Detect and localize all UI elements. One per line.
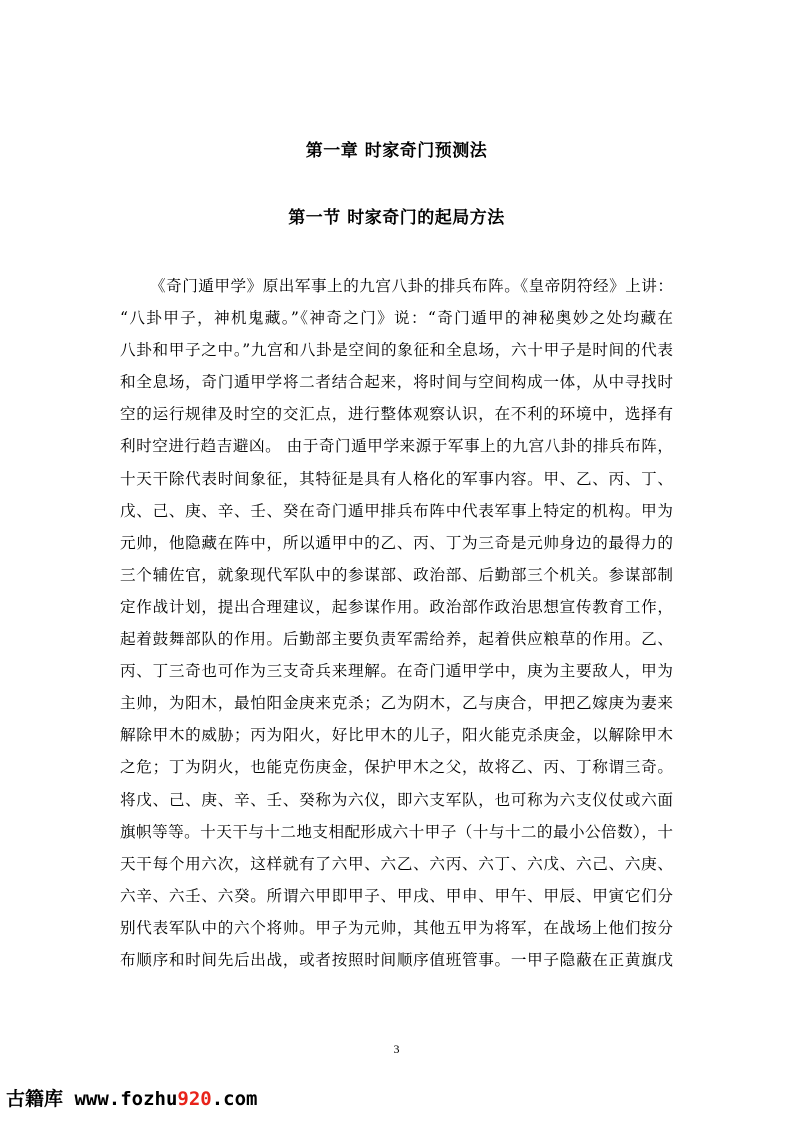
text-line: 将戊、己、庚、辛、壬、癸称为六仪，即六支军队，也可称为六支仪仗或六面 xyxy=(120,790,673,809)
text-line: 起着鼓舞部队的作用。后勤部主要负责军需给养，起着供应粮草的作用。乙、 xyxy=(120,630,673,649)
body-paragraph xyxy=(120,270,673,976)
watermark-prefix: 古籍库 www.fozhu xyxy=(6,1088,178,1110)
text-line: 主帅，为阳木，最怕阳金庚来克杀；乙为阴木，乙与庚合，甲把乙嫁庚为妻来 xyxy=(120,694,673,713)
text-line: 空的运行规律及时空的交汇点，进行整体观察认识，在不利的环境中，选择有 xyxy=(120,405,673,424)
text-line: 三个辅佐官，就象现代军队中的参谋部、政治部、后勤部三个机关。参谋部制 xyxy=(120,565,673,584)
text-line: 布顺序和时间先后出战，或者按照时间顺序值班管事。一甲子隐蔽在正黄旗戊 xyxy=(120,950,673,969)
text-line: 戊、己、庚、辛、壬、癸在奇门遁甲排兵布阵中代表军事上特定的机构。甲为 xyxy=(120,501,673,520)
watermark-suffix: .com xyxy=(211,1088,258,1110)
text-line: 十天干除代表时间象征，其特征是具有人格化的军事内容。甲、乙、丙、丁、 xyxy=(120,469,673,488)
section-title: 第一节 时家奇门的起局方法 xyxy=(288,208,505,228)
text-line: 之危；丁为阴火，也能克伤庚金，保护甲木之父，故将乙、丙、丁称谓三奇。 xyxy=(120,758,673,777)
text-line: 元帅，他隐藏在阵中，所以遁甲中的乙、丙、丁为三奇是元帅身边的最得力的 xyxy=(120,533,673,552)
text-line: 解除甲木的威胁；丙为阳火，好比甲木的儿子，阳火能克杀庚金，以解除甲木 xyxy=(120,726,673,745)
text-line: 八卦和甲子之中。”九宫和八卦是空间的象征和全息场，六十甲子是时间的代表 xyxy=(120,341,673,360)
text-line: 六辛、六壬、六癸。所谓六甲即甲子、甲戌、甲申、甲午、甲辰、甲寅它们分 xyxy=(120,886,673,905)
text-line: 天干每个用六次，这样就有了六甲、六乙、六丙、六丁、六戊、六己、六庚、 xyxy=(120,854,673,873)
text-line: “八卦甲子，神机鬼藏。”《神奇之门》说：“奇门遁甲的神秘奥妙之处均藏在 xyxy=(120,309,673,328)
text-line: 旗帜等等。十天干与十二地支相配形成六十甲子（十与十二的最小公倍数），十 xyxy=(120,822,673,841)
site-watermark xyxy=(6,1086,257,1112)
text-line: 丙、丁三奇也可作为三支奇兵来理解。在奇门遁甲学中，庚为主要敌人，甲为 xyxy=(120,662,673,681)
text-line: 定作战计划，提出合理建议，起参谋作用。政治部作政治思想宣传教育工作， xyxy=(120,597,673,616)
text-line: 《奇门遁甲学》原出军事上的九宫八卦的排兵布阵。《皇帝阴符经》上讲： xyxy=(150,277,673,295)
text-line: 和全息场，奇门遁甲学将二者结合起来，将时间与空间构成一体，从中寻找时 xyxy=(120,373,673,392)
watermark-number: 920 xyxy=(177,1088,212,1110)
text-line: 别代表军队中的六个将帅。甲子为元帅，其他五甲为将军，在战场上他们按分 xyxy=(120,918,673,937)
text-line: 利时空进行趋吉避凶。 由于奇门遁甲学来源于军事上的九宫八卦的排兵布阵， xyxy=(120,437,673,456)
page-number: 3 xyxy=(393,1042,400,1056)
chapter-title: 第一章 时家奇门预测法 xyxy=(305,141,488,161)
